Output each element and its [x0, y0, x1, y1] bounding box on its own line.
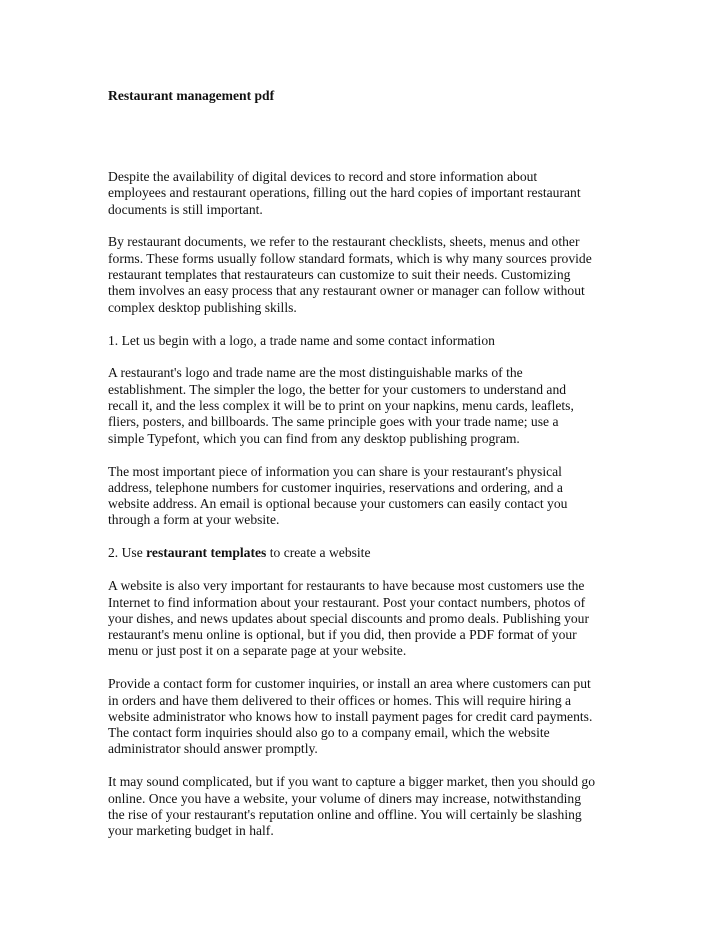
text-line: fliers, posters, and billboards. The same principle goes with your trade name; use a — [108, 414, 559, 430]
text-line: menu or just post it on a separate page at your website. — [108, 643, 407, 659]
text-line: Despite the availability of digital devices to record and store information about — [108, 169, 538, 184]
text-line: website administrator who knows how to install payment pages for credit card payments. — [108, 708, 593, 724]
paragraph-contact-info — [108, 464, 623, 529]
paragraph-documents — [108, 234, 623, 315]
restaurant-templates-keyword: restaurant templates — [146, 545, 267, 561]
text-line: restaurant templates that restaurateurs can customize to suit their needs. Customizing — [108, 267, 571, 283]
document-body — [108, 169, 623, 856]
document-title: Restaurant management pdf — [108, 88, 275, 103]
text-line: employees and restaurant operations, filling out the hard copies of important restaurant — [108, 185, 581, 201]
text-line: Provide a contact form for customer inquiries, or install an area where customers can put — [108, 676, 591, 692]
paragraph-contact-form — [108, 676, 623, 757]
text-line: The contact form inquiries should also go to a company email, which the website — [108, 725, 550, 741]
text-line: The most important piece of information you can share is your restaurant's physical — [108, 463, 562, 479]
text-line: complex desktop publishing skills. — [108, 299, 297, 315]
paragraph-intro — [108, 169, 623, 218]
text-line: documents is still important. — [108, 201, 263, 217]
paragraph-website — [108, 578, 623, 659]
text-line: recall it, and the less complex it will be to print on your napkins, menu cards, leaflets, — [108, 398, 574, 414]
text-line: your dishes, and news updates about special discounts and promo deals. Publishing your — [108, 610, 589, 626]
text-line: restaurant's menu online is optional, but if you did, then provide a PDF format of your — [108, 627, 577, 643]
text-line: administrator should answer promptly. — [108, 741, 318, 757]
text-line: website address. An email is optional because your customers can easily contact you — [108, 496, 568, 512]
text-line: By restaurant documents, we refer to the restaurant checklists, sheets, menus and other — [108, 234, 580, 250]
text-line: your marketing budget in half. — [108, 823, 274, 839]
heading-prefix: 2. Use — [108, 545, 147, 561]
text-line: through a form at your website. — [108, 512, 280, 528]
text-line: in orders and have them delivered to their offices or homes. This will require hiring a — [108, 692, 572, 708]
text-line: address, telephone numbers for customer inquiries, reservations and ordering, and a — [108, 479, 563, 495]
text-line: establishment. The simpler the logo, the better for your customers to understand and — [108, 381, 567, 397]
text-line: It may sound complicated, but if you want to capture a bigger market, then you should go — [108, 774, 595, 790]
text-line — [108, 545, 623, 561]
text-line: online. Once you have a website, your volume of diners may increase, notwithstanding — [108, 790, 582, 806]
text-line: them involves an easy process that any restaurant owner or manager can follow without — [108, 283, 585, 299]
text-line: 1. Let us begin with a logo, a trade name and some contact information — [108, 332, 495, 348]
section-heading-1 — [108, 333, 623, 349]
text-line: the rise of your restaurant's reputation online and offline. You will certainly be slashing — [108, 806, 582, 822]
heading-suffix: to create a website — [266, 545, 371, 561]
paragraph-conclusion — [108, 774, 623, 839]
paragraph-logo — [108, 365, 623, 446]
text-line: A restaurant's logo and trade name are the most distinguishable marks of the — [108, 365, 523, 381]
text-line: simple Typefont, which you can find from any desktop publishing program. — [108, 430, 520, 446]
text-line: Internet to find information about your restaurant. Post your contact numbers, photos of — [108, 594, 586, 610]
text-line: A website is also very important for restaurants to have because most customers use the — [108, 578, 585, 594]
text-line: forms. These forms usually follow standard formats, which is why many sources provide — [108, 250, 592, 266]
section-heading-2 — [108, 545, 623, 561]
